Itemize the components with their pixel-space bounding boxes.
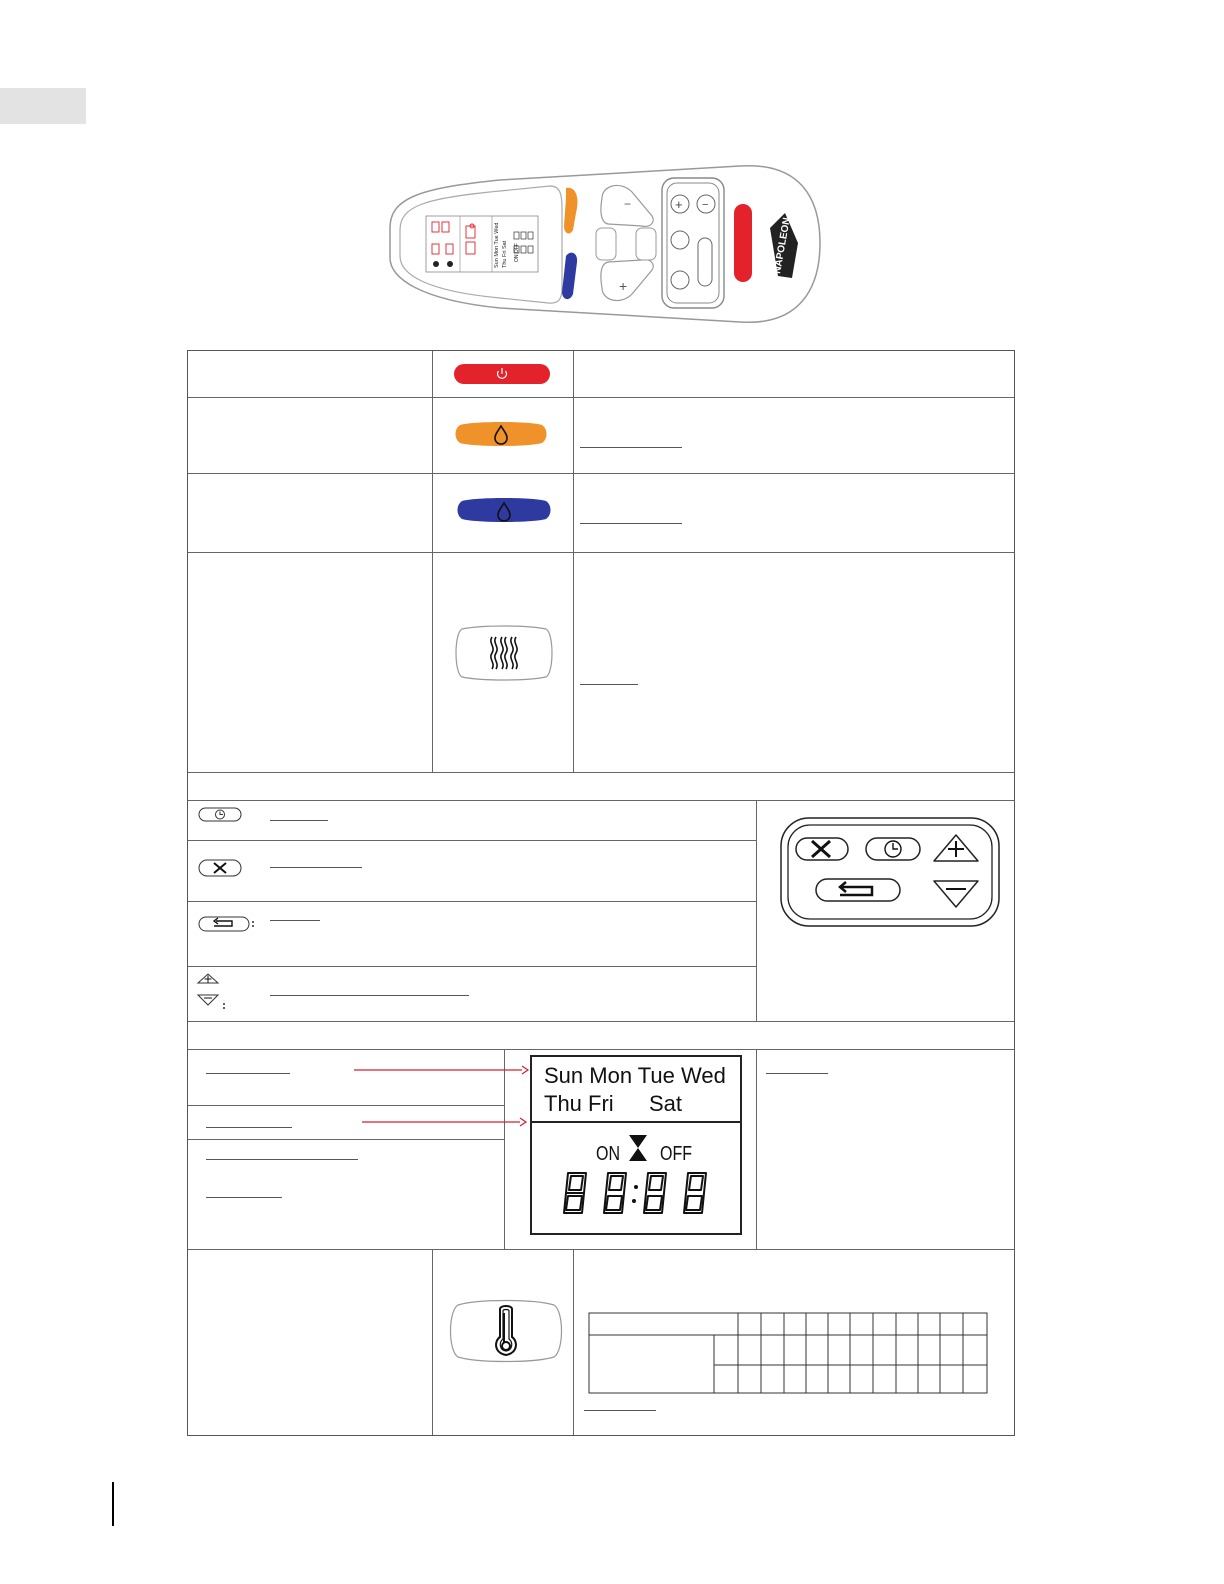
- display-callout-arrows: [352, 1061, 532, 1131]
- section-tab-marker: [0, 88, 86, 124]
- plus-minus-keys-illustration: [196, 971, 234, 1015]
- timer-key-illustration: [198, 807, 242, 823]
- display-days-line2-a: Thu Fri: [544, 1091, 614, 1116]
- remote-brand: NAPOLEON: [772, 216, 793, 275]
- power-button-illustration: [453, 363, 551, 385]
- keypad-illustration: [780, 817, 1000, 927]
- remote-control-illustration: [380, 158, 830, 333]
- svg-text:−: −: [624, 197, 632, 211]
- flame-down-button-illustration: [456, 495, 552, 525]
- temperature-range-grid: [588, 1311, 990, 1397]
- lcd-display-illustration: [530, 1055, 742, 1235]
- display-days-line2-b: Sat: [649, 1091, 683, 1116]
- svg-text:+: +: [619, 278, 628, 294]
- remote-lcd-days: Sun Mon Tue Wed: [494, 222, 500, 268]
- display-days-line1: Sun Mon Tue Wed: [544, 1063, 726, 1088]
- thermostat-button-illustration: [446, 1299, 566, 1363]
- svg-text:ON OFF: ON OFF: [514, 243, 520, 262]
- seven-segment-digits: [562, 1169, 722, 1217]
- flame-up-button-illustration: [454, 419, 548, 449]
- page-number-rule: [112, 1482, 114, 1526]
- tools-key-illustration: [198, 858, 242, 878]
- svg-text:+: +: [675, 197, 683, 212]
- controls-table: [187, 350, 1015, 1436]
- display-on-label: ON: [596, 1143, 620, 1165]
- svg-text:Thu Fri Sat: Thu Fri Sat: [502, 240, 508, 268]
- heat-button-illustration: [452, 625, 556, 681]
- svg-text:−: −: [702, 199, 709, 211]
- return-key-illustration: [198, 915, 256, 933]
- display-off-label: OFF: [660, 1143, 692, 1165]
- hourglass-icon: [627, 1133, 649, 1163]
